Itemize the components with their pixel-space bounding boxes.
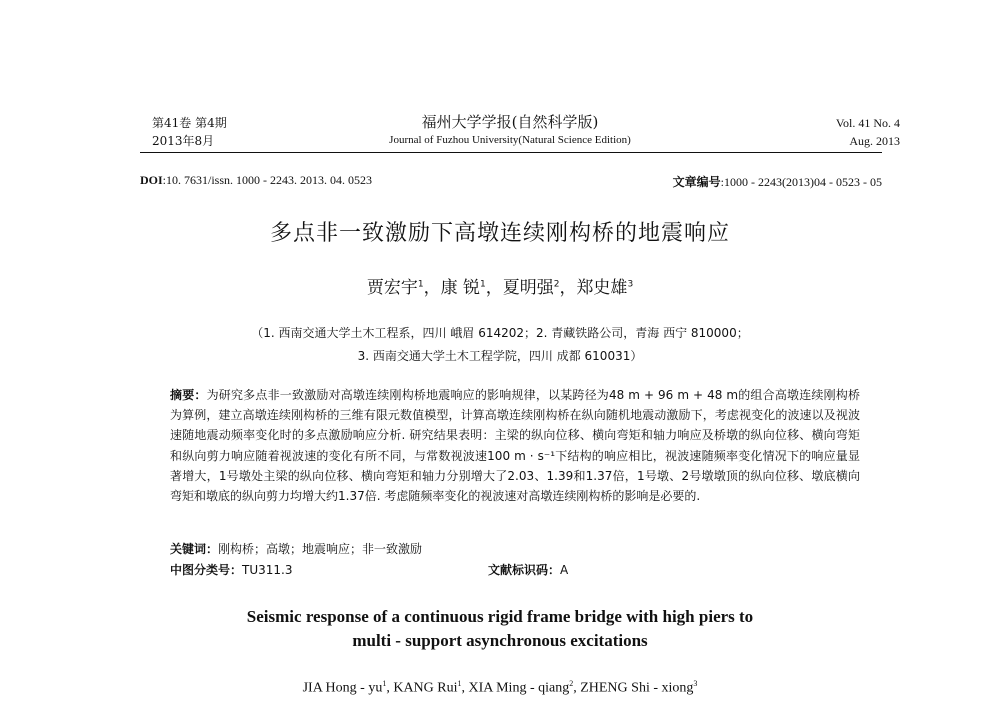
affiliation-line: （1. 西南交通大学土木工程系，四川 峨眉 614202；2. 青藏铁路公司，青海 西宁 810000；: [251, 326, 749, 340]
title-cn: 多点非一致激励下高墩连续刚构桥的地震响应: [269, 221, 730, 246]
title-en-line: multi - support asynchronous excitations: [352, 631, 648, 650]
author-affiliation-mark: 2: [569, 679, 574, 688]
title-en-line: Seismic response of a continuous rigid frame bridge with high piers to: [246, 607, 754, 626]
journal-name-en: Journal of Fuzhou University(Natural Science Edition): [389, 134, 631, 146]
affiliation-line: 3. 西南交通大学土木工程学院，四川 成都 610031）: [357, 349, 643, 363]
author-en: KANG Rui: [393, 680, 458, 696]
doi-label: DOI: [140, 173, 163, 187]
keywords-label: 关键词：: [170, 542, 219, 556]
authors-cn: [0, 273, 1000, 298]
author-cn: 郑史雄: [576, 278, 628, 298]
author-separator: ，: [559, 278, 577, 298]
header-left: [152, 114, 227, 150]
affiliations: [0, 322, 1000, 368]
author-affiliation-mark: 2: [553, 279, 560, 290]
journal-name-cn: 福州大学学报(自然科学版): [421, 113, 599, 131]
clc-label: 中图分类号：: [170, 563, 243, 577]
doi-line: [140, 173, 372, 188]
doc-code-label: 文献标识码：: [488, 563, 561, 577]
author-en: ZHENG Shi - xiong: [580, 680, 694, 696]
author-cn: 贾宏宇: [366, 278, 418, 298]
keywords: [170, 540, 422, 557]
author-cn: 康 锐: [440, 278, 480, 298]
header-right: [836, 114, 900, 150]
volume-issue-cn: 第41卷 第4期: [152, 116, 227, 130]
author-en: XIA Ming - qiang: [468, 680, 570, 696]
keywords-value: 刚构桥；高墩；地震响应；非一致激励: [218, 542, 423, 556]
author-affiliation-mark: 1: [457, 679, 462, 688]
clc-value: TU311.3: [242, 563, 293, 577]
author-separator: ，: [485, 278, 503, 298]
author-affiliation-mark: 3: [693, 679, 698, 688]
author-en: JIA Hong - yu: [302, 680, 383, 696]
author-separator: ,: [386, 680, 394, 696]
doi-value: :10. 7631/issn. 1000 - 2243. 2013. 04. 0523: [162, 173, 373, 187]
date-cn: 2013年8月: [152, 134, 215, 148]
header-divider: [140, 152, 882, 153]
author-separator: ，: [423, 278, 441, 298]
article-number: [673, 173, 882, 190]
author-cn: 夏明强: [502, 278, 554, 298]
document-code: [488, 561, 568, 578]
article-number-value: :1000 - 2243(2013)04 - 0523 - 05: [720, 175, 882, 189]
date-en: Aug. 2013: [849, 134, 900, 148]
author-separator: ,: [461, 680, 469, 696]
volume-issue-en: Vol. 41 No. 4: [835, 116, 900, 130]
header-center: [330, 112, 690, 148]
author-affiliation-mark: 1: [479, 279, 486, 290]
article-number-label: 文章编号: [672, 175, 721, 189]
author-affiliation-mark: 1: [417, 279, 424, 290]
classification-number: [170, 561, 292, 578]
authors-en: [0, 679, 1000, 697]
abstract-text: 为研究多点非一致激励对高墩连续刚构桥地震响应的影响规律，以某跨径为48 m + 96 m + 48 m的组合高墩连续刚构桥为算例，建立高墩连续刚构桥的三维有限元数值模型，计算高墩连续刚构桥在纵向随机地震动激励下，考虑视变化的波速以及视波速随地震动频率变化时的多点激励响应分析. 研究结果表明：主梁的纵向位移、横向弯矩和轴力响应及桥墩的纵向位移、横向弯矩和纵向剪力响应随着视波速的变化有所不同，与常数视波速100 m · s⁻¹下结构的响应相比，视波速随频率变化情况下的响应量显著增大，1号墩处主梁的纵向位移、横向弯矩和轴力分别增大了2.03、1.39和1.37倍，1号墩、2号墩墩顶的纵向位移、墩底横向弯矩和墩底的纵向剪力均增大约1.37倍. 考虑随频率变化的视波速对高墩连续刚构桥的影响是必要的.: [170, 388, 860, 504]
title-en: [0, 605, 1000, 653]
author-affiliation-mark: 3: [627, 279, 634, 290]
abstract: [170, 385, 860, 506]
author-affiliation-mark: 1: [382, 679, 387, 688]
abstract-label: 摘要：: [170, 388, 207, 402]
author-separator: ,: [573, 680, 581, 696]
doc-code-value: A: [560, 563, 569, 577]
